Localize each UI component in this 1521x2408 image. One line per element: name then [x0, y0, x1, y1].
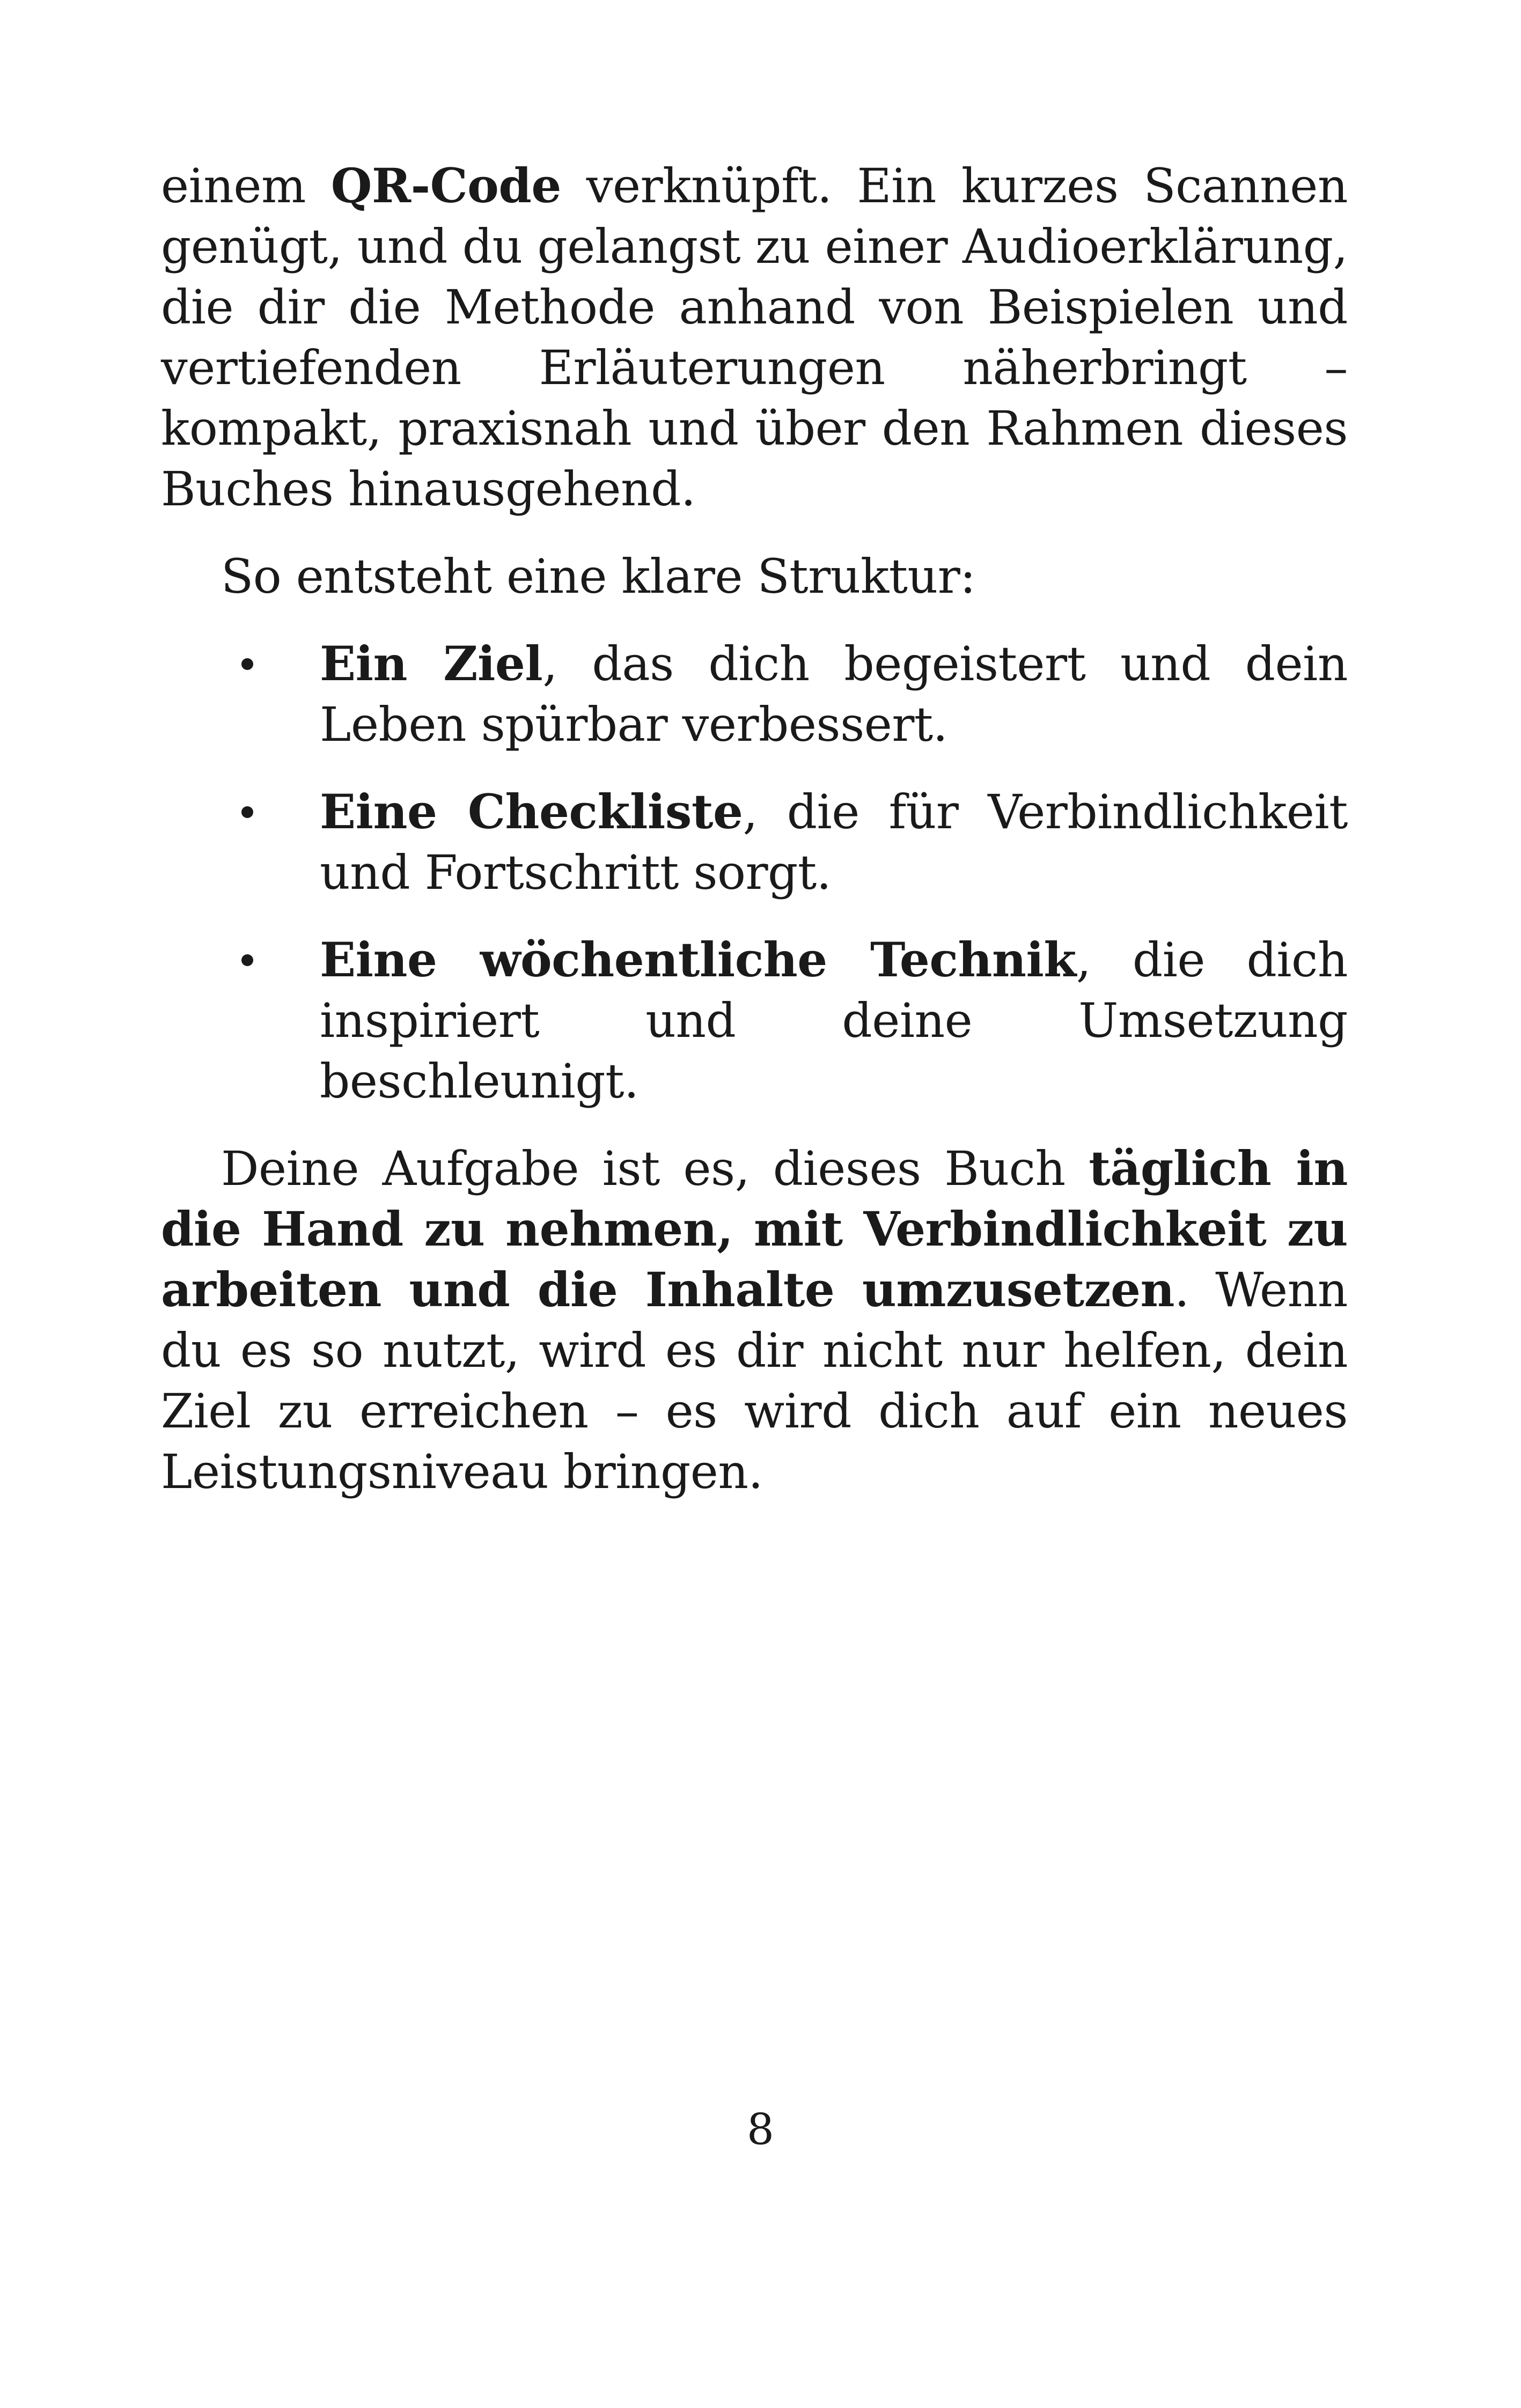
page-number: 8	[747, 2104, 774, 2154]
bullet-icon	[241, 806, 253, 818]
list-item-technique	[161, 930, 1348, 1111]
bullet-icon	[241, 658, 253, 670]
list-item-title: Eine wöchentliche Technik	[320, 932, 1076, 988]
task-paragraph	[161, 1138, 1348, 1502]
list-item-checklist	[161, 782, 1348, 903]
list-item-title: Eine Checkliste	[320, 784, 743, 840]
list-item-text: , die dich inspiriert und deine Umsetzung beschleunigt.	[320, 932, 1348, 1109]
intro-text-end: verknüpft. Ein kurzes Scannen genügt, und du gelangst zu einer Audioerklärung, die dir die Methode anhand von Beispielen und vertiefenden Erläuterungen näherbringt – kompakt, praxisnah und über den Rahmen dieses Buches hinausgehend.	[161, 158, 1348, 517]
structure-intro: So entsteht eine klare Struktur:	[221, 549, 976, 604]
qr-code-emphasis: QR-Code	[330, 158, 561, 213]
list-item-title: Ein Ziel	[320, 636, 543, 691]
list-item-goal	[161, 634, 1348, 755]
structure-list	[161, 634, 1348, 1111]
page-content	[161, 156, 1348, 1502]
bullet-icon	[241, 954, 253, 966]
intro-text-start: einem	[161, 158, 331, 213]
task-emphasis: täglich in die Hand zu nehmen, mit Verbindlichkeit zu arbeiten und die Inhalte umzusetzen	[161, 1140, 1348, 1317]
list-item-text: , die für Verbindlichkeit und Fortschritt sorgt.	[320, 784, 1348, 900]
intro-paragraph	[161, 156, 1348, 519]
task-text-start: Deine Aufgabe ist es, dieses Buch	[221, 1141, 1089, 1196]
task-text-end: . Wenn du es so nutzt, wird es dir nicht nur helfen, dein Ziel zu erreichen – es wird dich auf ein neues Leistungsniveau bringen.	[161, 1262, 1348, 1499]
list-item-text: , das dich begeistert und dein Leben spürbar verbessert.	[320, 636, 1348, 752]
